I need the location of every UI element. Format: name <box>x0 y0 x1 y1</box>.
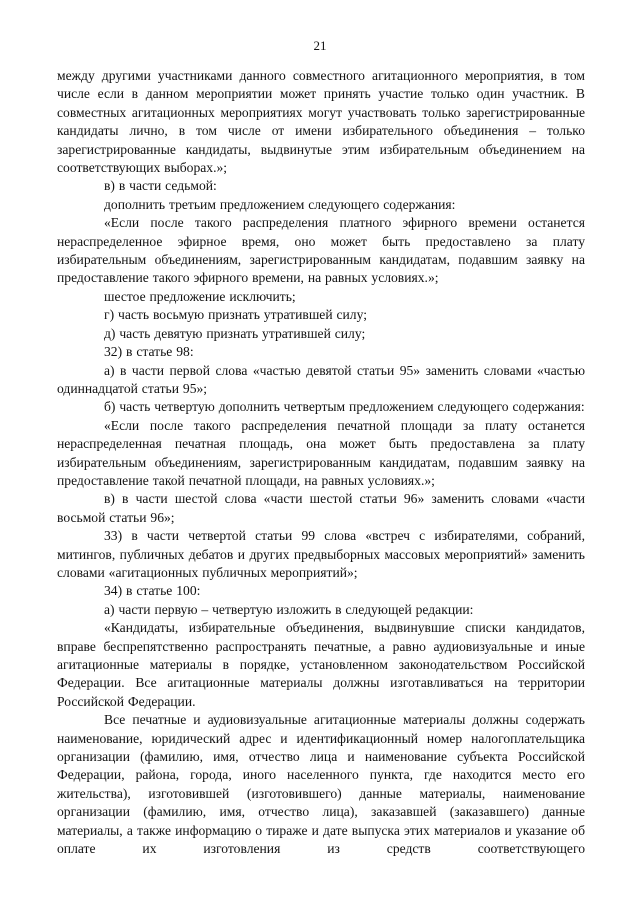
paragraph: а) в части первой слова «частью девятой статьи 95» заменить словами «частью одиннадцатой статьи 95»; <box>57 362 585 396</box>
paragraph: в) в части шестой слова «части шестой статьи 96» заменить словами «части восьмой статьи 96»; <box>57 491 585 525</box>
paragraph: «Кандидаты, избирательные объединения, выдвинувшие списки кандидатов, вправе беспрепятственно распространять печатные, а равно аудиовизуальные и иные агитационные материалы в порядке, установленном законодательством Российской Федерации. Все агитационные материалы должны изготавливаться на территории Российской Федерации. <box>57 620 585 709</box>
paragraph: 34) в статье 100: <box>104 583 201 599</box>
paragraph: «Если после такого распределения платного эфирного времени останется нераспределенное эфирное время, оно может быть предоставлено за плату избирательным объединениям, зарегистрированным кандидатам, подавшим заявку на предоставление такого эфирного времени, на равных условиях.»; <box>57 215 585 286</box>
paragraph: а) части первую – четвертую изложить в следующей редакции: <box>104 601 474 617</box>
paragraph: 32) в статье 98: <box>104 344 194 360</box>
paragraph: 33) в части четвертой статьи 99 слова «встреч с избирателями, собраний, митингов, публичных дебатов и других предвыборных массовых мероприятий» заменить словами «агитационных публичных мероприятий»; <box>57 528 585 580</box>
paragraph: в) в части седьмой: <box>104 178 217 194</box>
paragraph: «Если после такого распределения печатной площади за плату останется нераспределенная печатная площадь, она может быть предоставлена за плату избирательным объединениям, зарегистрированным кандидатам, подавшим заявку на предоставление такой печатной площади, на равных условиях.»; <box>57 417 585 488</box>
page-number: 21 <box>313 38 327 53</box>
paragraph: шестое предложение исключить; <box>104 288 296 304</box>
paragraph: между другими участниками данного совместного агитационного мероприятия, в том числе если в данном мероприятии может принять участие только один участник. В совместных агитационных мероприятиях могут участвовать только зарегистрированные кандидаты лично, в том числе от имени избирательного объединения – только зарегистрированные кандидаты, выдвинутые этим избирательным объединением на соответствующих выборах.»; <box>57 68 585 176</box>
document-body <box>57 67 585 858</box>
paragraph: д) часть девятую признать утратившей силу; <box>104 325 366 341</box>
paragraph: Все печатные и аудиовизуальные агитационные материалы должны содержать наименование, юридический адрес и идентификационный номер налогоплательщика организации (фамилию, имя, отчество лица и наименование субъекта Российской Федерации, района, города, иного населенного пункта, где находится место его жительства), изготовившей (изготовившего) данные материалы, наименование организации (фамилию, имя, отчество лица), заказавшей (заказавшего) данные материалы, а также информацию о тираже и дате выпуска этих материалов и указание об оплате их изготовления из средств соответствующего <box>57 712 585 857</box>
paragraph: дополнить третьим предложением следующего содержания: <box>104 196 456 212</box>
paragraph: б) часть четвертую дополнить четвертым предложением следующего содержания: <box>104 399 585 415</box>
paragraph: г) часть восьмую признать утратившей силу; <box>104 307 367 323</box>
